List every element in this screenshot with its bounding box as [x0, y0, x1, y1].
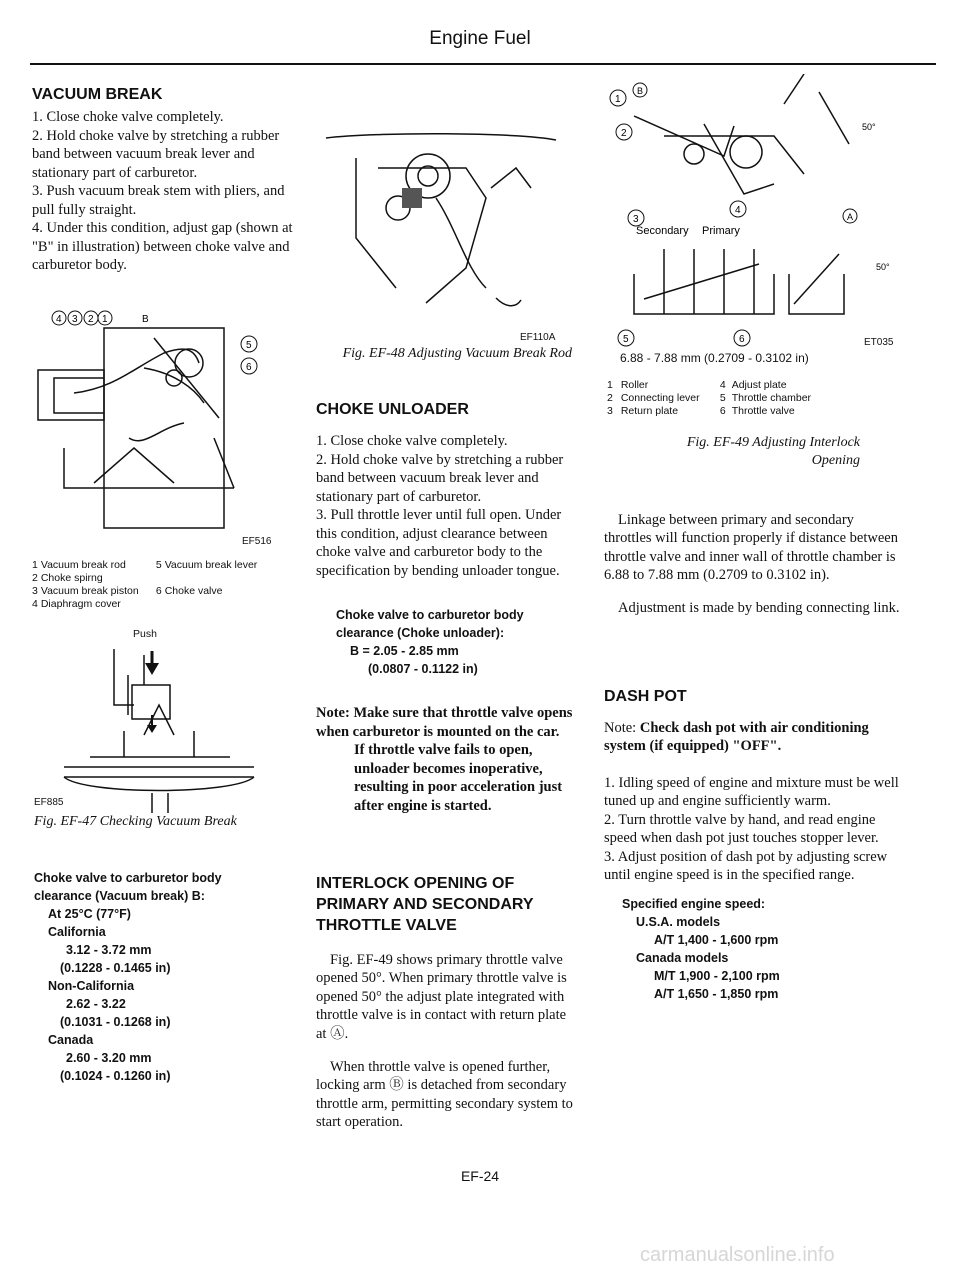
legend-num: 4: [32, 598, 38, 610]
cu-spec-mm: B = 2.05 - 2.85 mm: [350, 644, 459, 658]
fig-et035-code: ET035: [864, 337, 894, 348]
legend-num: 2: [607, 392, 613, 404]
vb-spec-canada-label: Canada: [48, 1033, 94, 1047]
vb-label-1: 1: [102, 314, 108, 325]
vb-spec-nonca-mm: 2.62 - 3.22: [66, 997, 126, 1011]
legend-num: 1: [32, 559, 38, 571]
legend-num: 2: [32, 572, 38, 584]
vacuum-break-steps: [32, 108, 294, 275]
column-right: [604, 496, 902, 1003]
fig49-secondary: Secondary: [636, 225, 689, 237]
legend-num: 5: [155, 559, 162, 571]
vb-label-5: 5: [246, 340, 252, 351]
fig-ef110a-code: EF110A: [520, 332, 556, 343]
cu-spec-title: Choke valve to carburetor body clearance (Choke unloader):: [336, 608, 524, 640]
legend-num: 4: [719, 379, 726, 391]
vb-spec-canada-in: (0.1024 - 0.1260 in): [60, 1069, 171, 1083]
fig49-dim: 6.88 - 7.88 mm (0.2709 - 0.3102 in): [620, 351, 809, 365]
vb-label-6: 6: [246, 362, 252, 373]
fig49-deg-2: 50°: [876, 262, 890, 272]
svg-text:3: 3: [633, 214, 639, 225]
legend-text: Adjust plate: [731, 379, 787, 391]
dash-pot-step-3: 3. Adjust position of dash pot by adjusting screw until engine speed is in the specified range.: [604, 848, 888, 883]
vb-label-4: 4: [56, 314, 62, 325]
cu-note-lead: Note:: [316, 705, 350, 721]
dp-spec-canada-mt: M/T 1,900 - 2,100 rpm: [654, 968, 780, 983]
cu-spec-in: (0.0807 - 0.1122 in): [368, 662, 478, 676]
fig-ef47-caption: Fig. EF-47 Checking Vacuum Break: [34, 814, 237, 829]
vacuum-break-step-2: 2. Hold choke valve by stretching a rubber band between vacuum break lever and stationary part of carburetor.: [32, 127, 280, 181]
dp-note-lead: Note:: [604, 719, 637, 736]
choke-unloader-heading: CHOKE UNLOADER: [316, 401, 469, 418]
svg-text:4: 4: [735, 205, 741, 216]
vacuum-break-diagram: [34, 308, 264, 536]
vb-spec-ca-in: (0.1228 - 0.1465 in): [60, 961, 171, 975]
dp-spec-usa-at: A/T 1,400 - 1,600 rpm: [654, 932, 779, 947]
dash-pot-heading: DASH POT: [604, 687, 687, 705]
legend-text: Vacuum break rod: [40, 559, 126, 571]
fig49-label-b: B: [637, 86, 644, 96]
dash-pot-step-2: 2. Turn throttle valve by hand, and read engine speed when dash pot just touches stopper lever.: [604, 811, 879, 846]
legend-num: 5: [719, 392, 726, 404]
interlock-heading: INTERLOCK OPENING OF PRIMARY AND SECONDARY THROTTLE VALVE: [316, 875, 534, 934]
vacuum-break-legend: [32, 559, 264, 611]
dash-pot-step-1: 1. Idling speed of engine and mixture must be well tuned up and engine sufficiently warm.: [604, 774, 899, 809]
vacuum-break-heading: VACUUM BREAK: [32, 86, 163, 103]
legend-num: 3: [32, 585, 38, 597]
choke-unloader-step-2: 2. Hold choke valve by stretching a rubber band between vacuum break lever and stationary part of carburetor.: [316, 451, 564, 505]
legend-text: Return plate: [620, 405, 679, 417]
legend-text: Throttle chamber: [731, 392, 812, 404]
svg-text:2: 2: [621, 128, 627, 139]
fig-ef885-code: EF885: [34, 797, 64, 808]
checking-vacuum-break-diagram: [44, 645, 268, 813]
header-rule: [30, 63, 936, 65]
dp-note-text: Check dash pot with air conditioning system (if equipped) "OFF".: [604, 719, 869, 754]
legend-text: Diaphragm cover: [40, 598, 121, 610]
interlock-body: [316, 951, 578, 1132]
vb-spec-ca-mm: 3.12 - 3.72 mm: [66, 943, 152, 957]
vb-label-b: B: [142, 314, 149, 325]
interlock-p3: Linkage between primary and secondary throttles will function properly if distance between throttle valve and inner wall of throttle chamber is 6.88 to 7.88 mm (0.2709 to 0.3102 in).: [604, 511, 898, 583]
legend-text: Throttle valve: [731, 405, 795, 417]
choke-unloader-step-3: 3. Pull throttle lever until full open. Under this condition, adjust clearance between choke valve and carburetor body to the specification by bending unloader tongue.: [316, 507, 562, 579]
vb-spec-nonca-in: (0.1031 - 0.1268 in): [60, 1015, 171, 1029]
choke-unloader-step-1: 1. Close choke valve completely.: [316, 433, 508, 449]
vacuum-break-step-1: 1. Close choke valve completely.: [32, 109, 224, 125]
dash-pot-spec: [604, 895, 902, 1003]
interlock-p2: When throttle valve is opened further, locking arm Ⓑ is detached from secondary throttle arm, permitting secondary system to start operation.: [316, 1058, 573, 1130]
interlock-opening-diagram: [604, 74, 904, 358]
choke-unloader-spec: [316, 606, 578, 678]
page-header: Engine Fuel: [429, 28, 531, 49]
vacuum-break-rod-photo: [316, 128, 566, 333]
vb-label-2: 2: [88, 314, 94, 325]
svg-text:5: 5: [623, 334, 629, 345]
dash-pot-steps: [604, 774, 902, 885]
column-middle: [316, 399, 578, 1146]
interlock-p1: Fig. EF-49 shows primary throttle valve opened 50°. When primary throttle valve is opened 50° the adjust plate integrated with throttle valve is in contact with return plate at Ⓐ.: [316, 951, 567, 1042]
vacuum-break-spec: [34, 869, 274, 1085]
watermark: carmanualsonline.info: [640, 1244, 835, 1266]
vb-spec-nonca-label: Non-California: [48, 979, 135, 993]
fig-ef516-code: EF516: [242, 536, 272, 547]
fig-ef48-caption: Fig. EF-48 Adjusting Vacuum Break Rod: [342, 346, 572, 361]
legend-num: 3: [607, 405, 613, 417]
interlock-legend: [607, 379, 814, 418]
legend-text: Choke valve: [164, 585, 223, 597]
legend-text: Choke spirng: [40, 572, 103, 584]
legend-text: Roller: [620, 379, 649, 391]
vb-spec-temp: At 25°C (77°F): [48, 907, 131, 921]
legend-text: Connecting lever: [620, 392, 700, 404]
interlock-continued: [604, 511, 902, 618]
fig49-deg-1: 50°: [862, 122, 876, 132]
column-left: [32, 84, 294, 275]
legend-num: 6: [155, 585, 162, 597]
fig49-primary: Primary: [702, 225, 740, 237]
dp-spec-title: Specified engine speed:: [622, 896, 766, 911]
fig49-label-a: A: [847, 212, 854, 222]
vb-spec-ca-label: California: [48, 925, 106, 939]
vb-spec-canada-mm: 2.60 - 3.20 mm: [66, 1051, 152, 1065]
vacuum-break-step-4: 4. Under this condition, adjust gap (shown at "B" in illustration) between choke valve and carburetor body.: [32, 220, 293, 273]
choke-unloader-steps: [316, 432, 578, 580]
page-number: EF-24: [460, 1168, 500, 1184]
push-label: Push: [133, 628, 157, 640]
legend-text: Vacuum break piston: [40, 585, 139, 597]
vb-spec-title: Choke valve to carburetor body clearance (Vacuum break) B:: [34, 871, 222, 903]
dp-spec-usa-label: U.S.A. models: [636, 914, 721, 929]
vb-label-3: 3: [72, 314, 78, 325]
cu-note-2: If throttle valve fails to open, unloader becomes inoperative, resulting in poor acceleration just after engine is started.: [354, 742, 563, 814]
cu-note-1: Make sure that throttle valve opens when carburetor is mounted on the car.: [316, 705, 573, 740]
dp-spec-canada-label: Canada models: [636, 950, 729, 965]
fig-ef49-caption: Fig. EF-49 Adjusting Interlock Opening: [686, 435, 860, 468]
legend-text: Vacuum break lever: [164, 559, 258, 571]
choke-unloader-note: [316, 704, 578, 815]
legend-num: 6: [719, 405, 726, 417]
interlock-p4: Adjustment is made by bending connecting link.: [618, 600, 900, 616]
dp-spec-canada-at: A/T 1,650 - 1,850 rpm: [654, 986, 779, 1001]
legend-num: 1: [607, 379, 613, 391]
vacuum-break-step-3: 3. Push vacuum break stem with pliers, and pull fully straight.: [32, 183, 285, 218]
dash-pot-note: [604, 719, 902, 756]
svg-text:6: 6: [739, 334, 745, 345]
svg-text:1: 1: [615, 94, 621, 105]
